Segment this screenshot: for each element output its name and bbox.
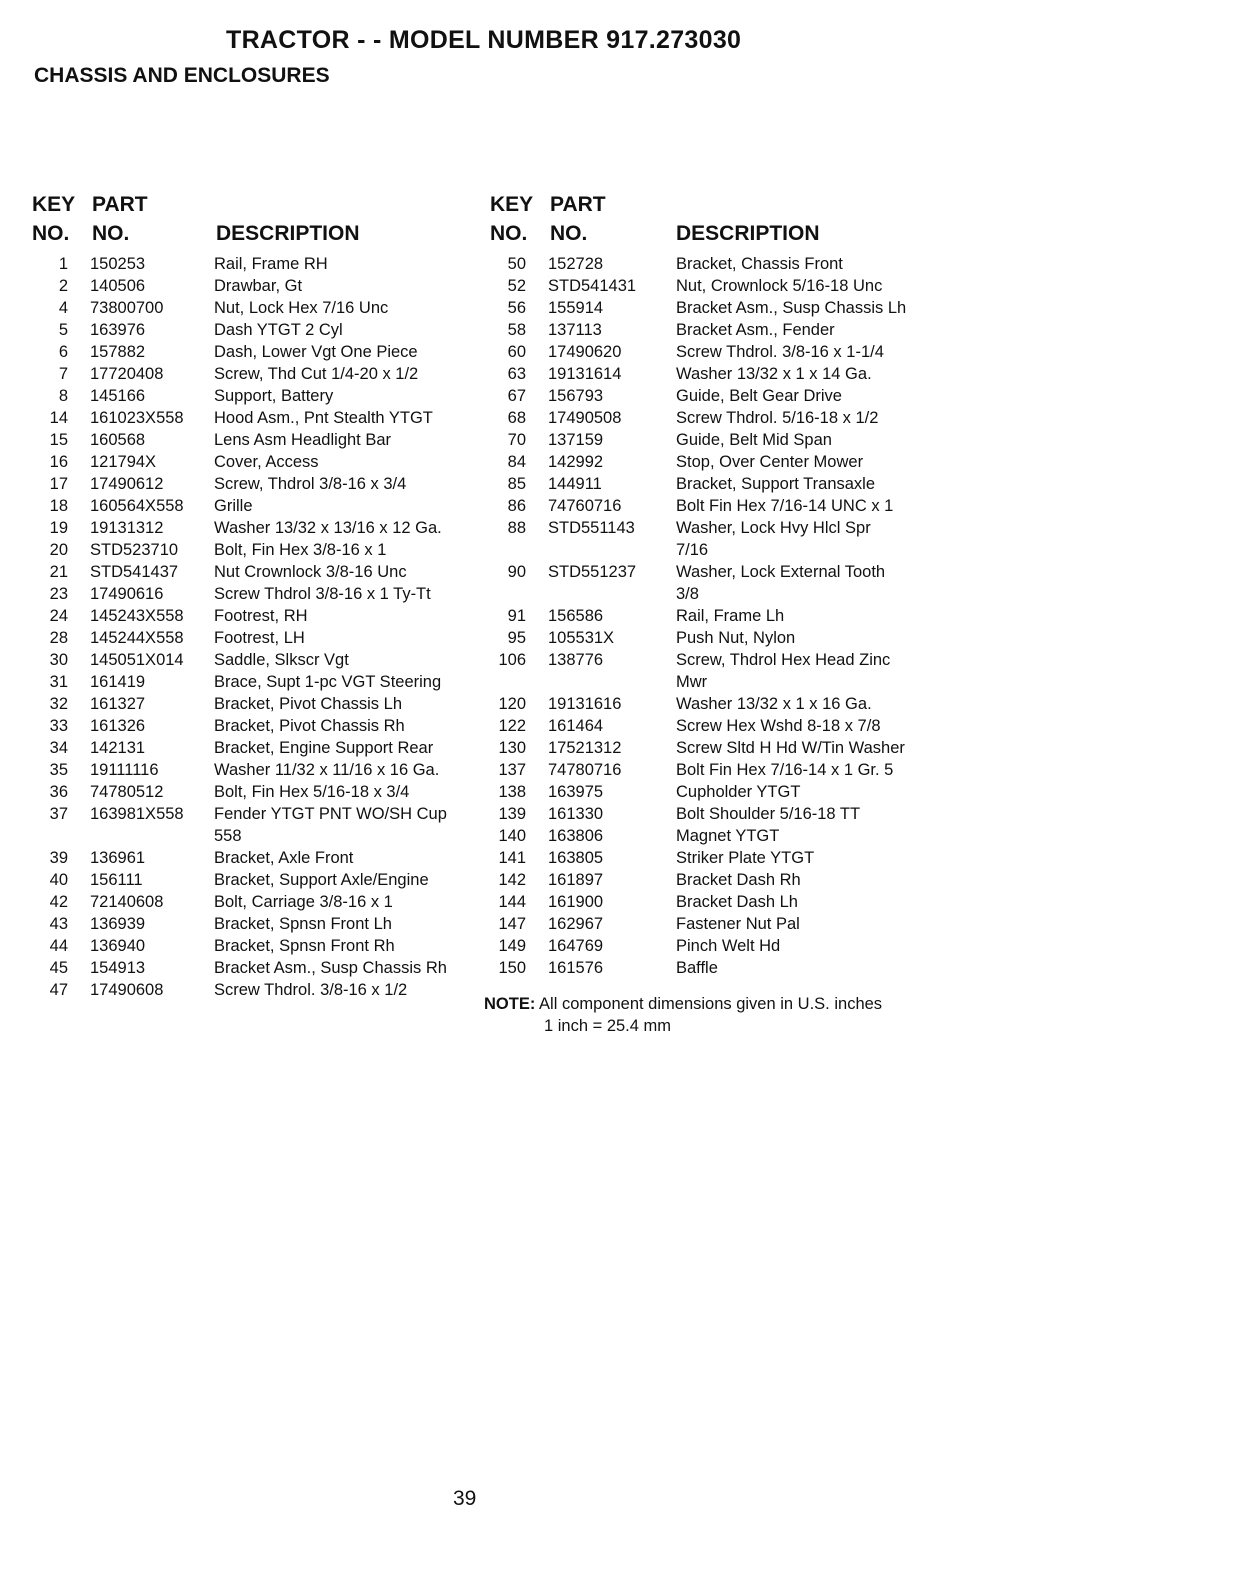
- key-number: 47: [49, 981, 68, 999]
- key-no-header: NO.: [32, 222, 70, 245]
- key-header: KEY: [490, 193, 534, 216]
- part-number: 105531X: [548, 629, 615, 647]
- section-subtitle: CHASSIS AND ENCLOSURES: [34, 64, 330, 87]
- part-number: 163805: [548, 849, 604, 867]
- table-row: [488, 341, 906, 363]
- part-description: Bracket, Spnsn Front Lh: [214, 915, 392, 933]
- table-row: [488, 649, 906, 693]
- table-row: [30, 275, 447, 297]
- parts-table-right: [488, 193, 906, 979]
- key-number: 70: [507, 431, 526, 449]
- key-number: 17: [49, 475, 68, 493]
- table-row: [30, 649, 447, 671]
- key-number: 142: [498, 871, 526, 889]
- key-number: 21: [49, 563, 68, 581]
- key-number: 130: [498, 739, 526, 757]
- part-no-header: NO.: [550, 222, 588, 245]
- part-number: 142992: [548, 453, 604, 471]
- key-number: 85: [507, 475, 526, 493]
- part-number: 157882: [90, 343, 146, 361]
- key-number: 42: [49, 893, 68, 911]
- table-row: [30, 297, 447, 319]
- key-number: 137: [498, 761, 526, 779]
- part-description: Rail, Frame Lh: [676, 607, 785, 625]
- dimension-note: [484, 993, 882, 1037]
- key-number: 95: [507, 629, 526, 647]
- part-number: 161576: [548, 959, 604, 977]
- part-number: 156793: [548, 387, 604, 405]
- part-number: 161464: [548, 717, 604, 735]
- table-row: [30, 253, 447, 275]
- part-description: Stop, Over Center Mower: [676, 453, 864, 471]
- table-row: [30, 583, 447, 605]
- table-row: [488, 891, 906, 913]
- part-description: Drawbar, Gt: [214, 277, 303, 295]
- part-description-continued: 3/8: [676, 585, 699, 603]
- table-row: [30, 473, 447, 495]
- part-description: Bracket Dash Lh: [676, 893, 798, 911]
- table-row: [488, 319, 906, 341]
- part-no-header: NO.: [92, 222, 130, 245]
- part-description: Bracket, Spnsn Front Rh: [214, 937, 395, 955]
- part-number: 163806: [548, 827, 604, 845]
- table-row: [488, 451, 906, 473]
- part-number: 140506: [90, 277, 146, 295]
- part-description: Footrest, RH: [214, 607, 308, 625]
- note-line-1: All component dimensions given in U.S. inches: [539, 995, 883, 1013]
- table-row: [488, 803, 906, 825]
- part-description: Bracket Asm., Fender: [676, 321, 835, 339]
- part-number: 161897: [548, 871, 604, 889]
- key-number: 28: [49, 629, 68, 647]
- part-number: 138776: [548, 651, 604, 669]
- part-description: Bracket Asm., Susp Chassis Lh: [676, 299, 907, 317]
- part-number: 19131616: [548, 695, 622, 713]
- part-number: 161900: [548, 893, 604, 911]
- part-description: Bolt Shoulder 5/16-18 TT: [676, 805, 861, 823]
- part-number: 17490608: [90, 981, 164, 999]
- part-number: 163975: [548, 783, 604, 801]
- key-number: 139: [498, 805, 526, 823]
- part-description: Grille: [214, 497, 253, 515]
- part-description: Dash, Lower Vgt One Piece: [214, 343, 418, 361]
- key-number: 86: [507, 497, 526, 515]
- key-number: 67: [507, 387, 526, 405]
- description-header: DESCRIPTION: [676, 222, 820, 245]
- part-number: 19111116: [90, 761, 159, 779]
- part-number: 17490612: [90, 475, 164, 493]
- table-row: [488, 561, 906, 605]
- part-description: Bolt, Carriage 3/8-16 x 1: [214, 893, 393, 911]
- key-number: 8: [58, 387, 68, 405]
- part-number: 155914: [548, 299, 604, 317]
- part-description: Nut, Crownlock 5/16-18 Unc: [676, 277, 883, 295]
- key-number: 24: [49, 607, 68, 625]
- table-row: [488, 605, 906, 627]
- key-number: 15: [49, 431, 68, 449]
- part-description: Bolt Fin Hex 7/16-14 x 1 Gr. 5: [676, 761, 894, 779]
- part-number: 161419: [90, 673, 146, 691]
- part-description: Screw Thdrol 3/8-16 x 1 Ty-Tt: [214, 585, 431, 603]
- part-number: 137113: [548, 321, 602, 339]
- key-number: 63: [507, 365, 526, 383]
- table-row: [30, 715, 447, 737]
- part-description: Push Nut, Nylon: [676, 629, 796, 647]
- part-number: 161326: [90, 717, 146, 735]
- table-row: [488, 517, 906, 561]
- part-number: 160568: [90, 431, 146, 449]
- part-number: STD541437: [90, 563, 179, 581]
- key-number: 20: [49, 541, 68, 559]
- table-row: [30, 803, 447, 847]
- part-description: Bracket, Chassis Front: [676, 255, 843, 273]
- table-row: [30, 451, 447, 473]
- key-number: 84: [507, 453, 526, 471]
- table-row: [30, 319, 447, 341]
- part-number: 142131: [90, 739, 146, 757]
- part-description: Bracket, Support Transaxle: [676, 475, 876, 493]
- part-number: STD551237: [548, 563, 637, 581]
- key-number: 4: [58, 299, 68, 317]
- part-description: Screw Thdrol. 5/16-18 x 1/2: [676, 409, 879, 427]
- part-description: Bracket, Axle Front: [214, 849, 354, 867]
- table-row: [30, 847, 447, 869]
- key-number: 120: [498, 695, 526, 713]
- table-row: [30, 913, 447, 935]
- part-description: Washer 11/32 x 11/16 x 16 Ga.: [214, 761, 440, 779]
- table-row: [488, 825, 906, 847]
- key-number: 37: [49, 805, 68, 823]
- key-number: 2: [58, 277, 68, 295]
- table-row: [488, 935, 906, 957]
- part-number: 161023X558: [90, 409, 184, 427]
- key-number: 30: [49, 651, 68, 669]
- part-description: Screw Sltd H Hd W/Tin Washer: [676, 739, 905, 757]
- key-number: 43: [49, 915, 68, 933]
- part-description-continued: 7/16: [676, 541, 709, 559]
- key-header: KEY: [32, 193, 76, 216]
- table-row: [488, 429, 906, 451]
- table-row: [30, 671, 447, 693]
- key-number: 1: [58, 255, 68, 273]
- table-row: [30, 539, 447, 561]
- table-row: [488, 737, 906, 759]
- key-number: 7: [58, 365, 68, 383]
- part-number: 136940: [90, 937, 146, 955]
- key-number: 18: [49, 497, 68, 515]
- table-row: [488, 957, 906, 979]
- part-description: Washer, Lock External Tooth: [676, 563, 886, 581]
- part-description: Screw Thdrol. 3/8-16 x 1-1/4: [676, 343, 884, 361]
- table-header: [488, 193, 906, 253]
- key-number: 14: [49, 409, 68, 427]
- part-description: Bracket, Pivot Chassis Rh: [214, 717, 405, 735]
- part-description: Bracket Dash Rh: [676, 871, 801, 889]
- part-number: 160564X558: [90, 497, 184, 515]
- rows-container: [30, 253, 447, 1001]
- key-no-header: NO.: [490, 222, 528, 245]
- table-row: [30, 979, 447, 1001]
- part-number: 154913: [90, 959, 146, 977]
- part-description: Bracket, Pivot Chassis Lh: [214, 695, 402, 713]
- part-description: Bracket, Engine Support Rear: [214, 739, 434, 757]
- part-number: 136961: [90, 849, 146, 867]
- key-number: 122: [498, 717, 526, 735]
- part-description: Bracket Asm., Susp Chassis Rh: [214, 959, 447, 977]
- part-description: Washer 13/32 x 1 x 16 Ga.: [676, 695, 872, 713]
- part-number: STD523710: [90, 541, 179, 559]
- key-number: 44: [49, 937, 68, 955]
- key-number: 16: [49, 453, 68, 471]
- part-number: 156111: [90, 871, 143, 889]
- table-row: [30, 781, 447, 803]
- part-description: Rail, Frame RH: [214, 255, 328, 273]
- part-number: 150253: [90, 255, 146, 273]
- table-row: [488, 913, 906, 935]
- part-description: Screw, Thd Cut 1/4-20 x 1/2: [214, 365, 419, 383]
- part-description: Screw Hex Wshd 8-18 x 7/8: [676, 717, 881, 735]
- key-number: 141: [498, 849, 526, 867]
- part-description: Fastener Nut Pal: [676, 915, 800, 933]
- table-row: [488, 473, 906, 495]
- part-description: Washer 13/32 x 13/16 x 12 Ga.: [214, 519, 442, 537]
- part-description: Support, Battery: [214, 387, 334, 405]
- part-number: 19131614: [548, 365, 622, 383]
- key-number: 39: [49, 849, 68, 867]
- part-number: 161330: [548, 805, 604, 823]
- part-description: Saddle, Slkscr Vgt: [214, 651, 349, 669]
- part-number: 74780512: [90, 783, 164, 801]
- part-description: Cover, Access: [214, 453, 319, 471]
- key-number: 106: [498, 651, 526, 669]
- part-number: 161327: [90, 695, 146, 713]
- part-description: Hood Asm., Pnt Stealth YTGT: [214, 409, 433, 427]
- part-description: Brace, Supt 1-pc VGT Steering: [214, 673, 442, 691]
- table-row: [30, 935, 447, 957]
- part-description-continued: Mwr: [676, 673, 708, 691]
- table-row: [488, 627, 906, 649]
- note-line-2: 1 inch = 25.4 mm: [544, 1017, 672, 1035]
- table-row: [488, 363, 906, 385]
- key-number: 40: [49, 871, 68, 889]
- table-row: [30, 869, 447, 891]
- table-row: [488, 759, 906, 781]
- key-number: 33: [49, 717, 68, 735]
- part-number: 145244X558: [90, 629, 184, 647]
- part-number: 73800700: [90, 299, 164, 317]
- part-number: 164769: [548, 937, 604, 955]
- part-number: 145051X014: [90, 651, 184, 669]
- key-number: 36: [49, 783, 68, 801]
- table-row: [488, 869, 906, 891]
- table-row: [30, 495, 447, 517]
- part-number: 163976: [90, 321, 146, 339]
- part-number: STD541431: [548, 277, 637, 295]
- part-description: Footrest, LH: [214, 629, 305, 647]
- part-number: 74760716: [548, 497, 622, 515]
- part-description: Bolt, Fin Hex 5/16-18 x 3/4: [214, 783, 410, 801]
- part-number: 145243X558: [90, 607, 184, 625]
- part-header: PART: [550, 193, 606, 216]
- part-description: Screw, Thdrol Hex Head Zinc: [676, 651, 891, 669]
- part-description-continued: 558: [214, 827, 242, 845]
- part-description: Nut, Lock Hex 7/16 Unc: [214, 299, 389, 317]
- table-row: [488, 297, 906, 319]
- key-number: 32: [49, 695, 68, 713]
- part-number: 163981X558: [90, 805, 184, 823]
- key-number: 90: [507, 563, 526, 581]
- part-description: Cupholder YTGT: [676, 783, 801, 801]
- part-description: Magnet YTGT: [676, 827, 780, 845]
- table-row: [488, 693, 906, 715]
- part-number: 162967: [548, 915, 604, 933]
- part-description: Dash YTGT 2 Cyl: [214, 321, 343, 339]
- table-row: [488, 407, 906, 429]
- key-number: 31: [49, 673, 68, 691]
- table-row: [30, 517, 447, 539]
- key-number: 50: [507, 255, 526, 273]
- key-number: 68: [507, 409, 526, 427]
- part-description: Screw, Thdrol 3/8-16 x 3/4: [214, 475, 407, 493]
- part-number: 137159: [548, 431, 604, 449]
- part-number: 19131312: [90, 519, 164, 537]
- part-number: 17490508: [548, 409, 622, 427]
- key-number: 58: [507, 321, 526, 339]
- part-number: 17490620: [548, 343, 622, 361]
- part-number: 17720408: [90, 365, 164, 383]
- part-number: 17521312: [548, 739, 622, 757]
- key-number: 23: [49, 585, 68, 603]
- part-description: Nut Crownlock 3/8-16 Unc: [214, 563, 407, 581]
- key-number: 6: [58, 343, 68, 361]
- part-number: 156586: [548, 607, 604, 625]
- part-description: Guide, Belt Gear Drive: [676, 387, 842, 405]
- page-number: 39: [453, 1487, 477, 1510]
- part-description: Bolt, Fin Hex 3/8-16 x 1: [214, 541, 387, 559]
- table-row: [30, 363, 447, 385]
- key-number: 149: [498, 937, 526, 955]
- rows-container: [488, 253, 906, 979]
- part-number: 136939: [90, 915, 146, 933]
- key-number: 60: [507, 343, 526, 361]
- key-number: 138: [498, 783, 526, 801]
- part-header: PART: [92, 193, 148, 216]
- part-description: Guide, Belt Mid Span: [676, 431, 832, 449]
- part-number: 72140608: [90, 893, 164, 911]
- part-description: Baffle: [676, 959, 718, 977]
- key-number: 140: [498, 827, 526, 845]
- table-row: [30, 759, 447, 781]
- part-number: 144911: [548, 475, 602, 493]
- table-row: [488, 495, 906, 517]
- part-description: Bracket, Support Axle/Engine: [214, 871, 429, 889]
- key-number: 147: [498, 915, 526, 933]
- key-number: 35: [49, 761, 68, 779]
- part-description: Lens Asm Headlight Bar: [214, 431, 392, 449]
- key-number: 19: [49, 519, 68, 537]
- part-description: Washer, Lock Hvy Hlcl Spr: [676, 519, 871, 537]
- part-number: 145166: [90, 387, 146, 405]
- table-header: [30, 193, 447, 253]
- table-row: [30, 385, 447, 407]
- table-row: [30, 407, 447, 429]
- part-description: Pinch Welt Hd: [676, 937, 781, 955]
- key-number: 52: [507, 277, 526, 295]
- key-number: 34: [49, 739, 68, 757]
- part-description: Fender YTGT PNT WO/SH Cup: [214, 805, 447, 823]
- table-row: [488, 253, 906, 275]
- key-number: 150: [498, 959, 526, 977]
- table-row: [488, 847, 906, 869]
- table-row: [488, 275, 906, 297]
- table-row: [488, 385, 906, 407]
- key-number: 56: [507, 299, 526, 317]
- table-row: [30, 341, 447, 363]
- key-number: 88: [507, 519, 526, 537]
- parts-table-left: [30, 193, 447, 1001]
- part-number: 152728: [548, 255, 604, 273]
- table-row: [488, 781, 906, 803]
- page-title: TRACTOR - - MODEL NUMBER 917.273030: [226, 26, 742, 54]
- key-number: 5: [58, 321, 68, 339]
- part-number: 17490616: [90, 585, 164, 603]
- part-number: 74780716: [548, 761, 622, 779]
- part-description: Bolt Fin Hex 7/16-14 UNC x 1: [676, 497, 894, 515]
- note-label: NOTE:: [484, 995, 536, 1013]
- part-number: STD551143: [548, 519, 635, 537]
- part-description: Washer 13/32 x 1 x 14 Ga.: [676, 365, 872, 383]
- key-number: 91: [507, 607, 526, 625]
- table-row: [30, 891, 447, 913]
- key-number: 144: [498, 893, 526, 911]
- table-row: [30, 957, 447, 979]
- part-description: Screw Thdrol. 3/8-16 x 1/2: [214, 981, 408, 999]
- table-row: [30, 693, 447, 715]
- table-row: [30, 429, 447, 451]
- table-row: [30, 737, 447, 759]
- key-number: 45: [49, 959, 68, 977]
- table-row: [30, 561, 447, 583]
- table-row: [30, 627, 447, 649]
- part-description: Striker Plate YTGT: [676, 849, 815, 867]
- table-row: [30, 605, 447, 627]
- table-row: [488, 715, 906, 737]
- description-header: DESCRIPTION: [216, 222, 360, 245]
- part-number: 121794X: [90, 453, 157, 471]
